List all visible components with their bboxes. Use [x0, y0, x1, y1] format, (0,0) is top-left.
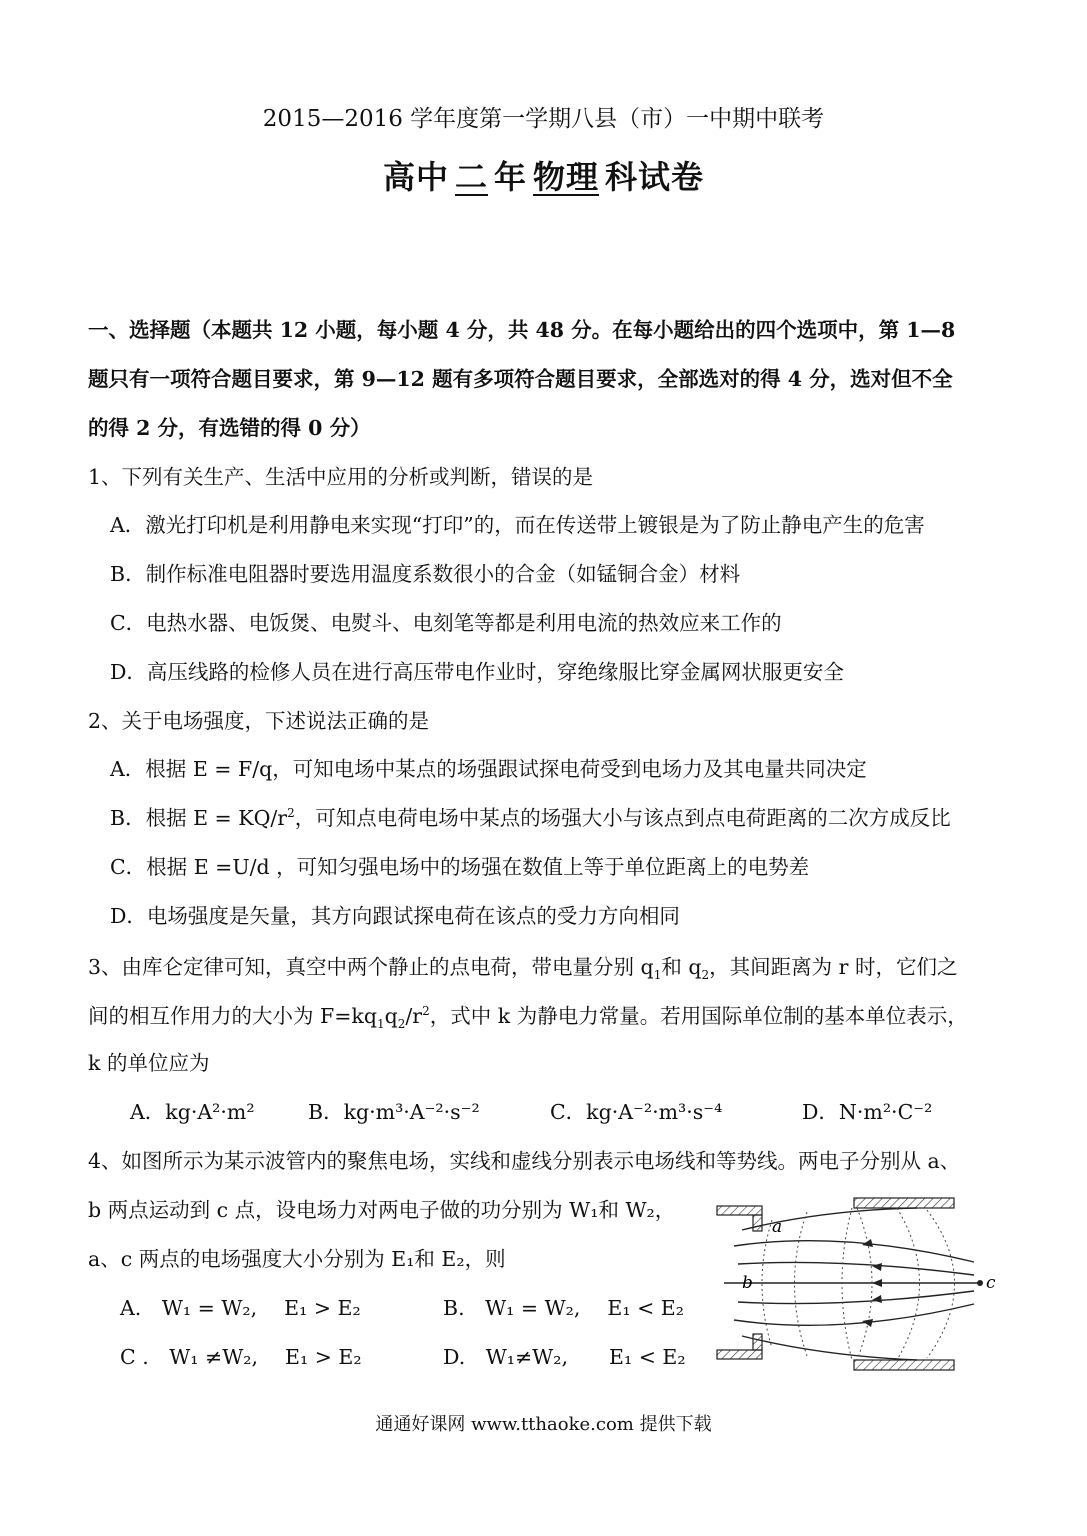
subject-blank: 物理 — [533, 158, 600, 196]
question-2-option-d: D．电场强度是矢量，其方向跟试探电荷在该点的受力方向相同 — [110, 904, 680, 928]
question-1-stem: 1、下列有关生产、生活中应用的分析或判断，错误的是 — [88, 465, 594, 489]
question-4-line1: 4、如图所示为某示波管内的聚焦电场，实线和虚线分别表示电场线和等势线。两电子分别从 a、 — [88, 1149, 961, 1173]
question-3-line1: 3、由库仑定律可知，真空中两个静止的点电荷，带电量分别 $q_1$和 $q_2$，其间距离为 r 时，它们之 — [88, 955, 958, 983]
question-2-option-c: C．根据 E =U/d ，可知匀强电场中的场强在数值上等于单位距离上的电势差 — [110, 855, 810, 879]
left-top-electrode — [717, 1206, 762, 1215]
title-mid: 年 — [493, 158, 527, 196]
point-c-dot — [977, 1280, 983, 1286]
question-1-option-a: A．激光打印机是利用静电来实现“打印”的，而在传送带上镀银是为了防止静电产生的危害 — [110, 513, 925, 537]
right-top-electrode — [854, 1198, 954, 1208]
question-4-option-d: D. W₁≠W₂, E₁ < E₂ — [443, 1345, 686, 1369]
left-bottom-electrode — [717, 1350, 762, 1359]
page-footer: 通通好课网 www.tthaoke.com 提供下载 — [375, 1414, 712, 1435]
question-2-stem: 2、关于电场强度，下述说法正确的是 — [88, 709, 430, 733]
section-instructions-line2: 题只有一项符合题目要求，第 9—12 题有多项符合题目要求，全部选对的得 4 分，选对但不全 — [88, 367, 953, 391]
question-1-option-c: C．电热水器、电饭煲、电熨斗、电刻笔等都是利用电流的热效应来工作的 — [110, 611, 782, 635]
question-3-option-a: A．kg·A²·m² — [130, 1100, 255, 1124]
exam-title-line1: 2015—2016 学年度第一学期八县（市）一中期中联考 — [262, 106, 825, 132]
field-lines — [734, 1208, 974, 1360]
label-a: a — [772, 1217, 783, 1237]
question-4-option-b: B. W₁ = W₂, E₁ < E₂ — [443, 1296, 684, 1320]
question-1-option-d: D．高压线路的检修人员在进行高压带电作业时，穿绝缘服比穿金属网状服更安全 — [110, 660, 844, 684]
question-4-line2: b 两点运动到 c 点，设电场力对两电子做的功分别为 W₁和 W₂， — [88, 1198, 676, 1222]
question-2-option-b: B．根据 $E = KQ/r^2$，可知点电荷电场中某点的场强大小与该点到点电荷距离的二次方成反比 — [110, 806, 951, 830]
title-suffix: 科试卷 — [605, 158, 705, 196]
label-b: b — [742, 1273, 753, 1293]
grade-blank: 二 — [454, 158, 488, 196]
section-instructions-line3: 的得 2 分，有选错的得 0 分） — [88, 416, 371, 440]
question-4-option-c: C . W₁ ≠W₂, E₁ > E₂ — [120, 1345, 362, 1369]
question-1-option-b: B．制作标准电阻器时要选用温度系数很小的合金（如锰铜合金）材料 — [110, 562, 741, 586]
question-3-option-b: B．kg·m³·A⁻²·s⁻² — [308, 1100, 480, 1124]
question-3-option-c: C．kg·A⁻²·m³·s⁻⁴ — [550, 1100, 723, 1124]
focusing-field-figure — [712, 1190, 1002, 1380]
title-prefix: 高中 — [382, 158, 449, 196]
question-3-line3: k 的单位应为 — [88, 1051, 210, 1075]
right-bottom-electrode — [854, 1360, 954, 1370]
section-instructions-line1: 一、选择题（本题共 12 小题，每小题 4 分，共 48 分。在每小题给出的四个选项中，第 1—8 — [88, 318, 956, 342]
exam-title-line2 — [0, 152, 1087, 198]
question-2-option-a: A．根据 E = F/q，可知电场中某点的场强跟试探电荷受到电场力及其电量共同决定 — [110, 757, 867, 781]
question-4-option-a: A. W₁ = W₂, E₁ > E₂ — [120, 1296, 361, 1320]
question-3-line2: 间的相互作用力的大小为 $F=kq_1q_2/r^2$，式中 k 为静电力常量。若用国际单位制的基本单位表示， — [88, 1004, 968, 1032]
question-3-option-d: D．N·m²·C⁻² — [802, 1100, 933, 1124]
label-c: c — [986, 1273, 996, 1293]
question-4-line3: a、c 两点的电场强度大小分别为 E₁和 E₂，则 — [88, 1247, 506, 1271]
equipotential-lines — [762, 1208, 955, 1360]
